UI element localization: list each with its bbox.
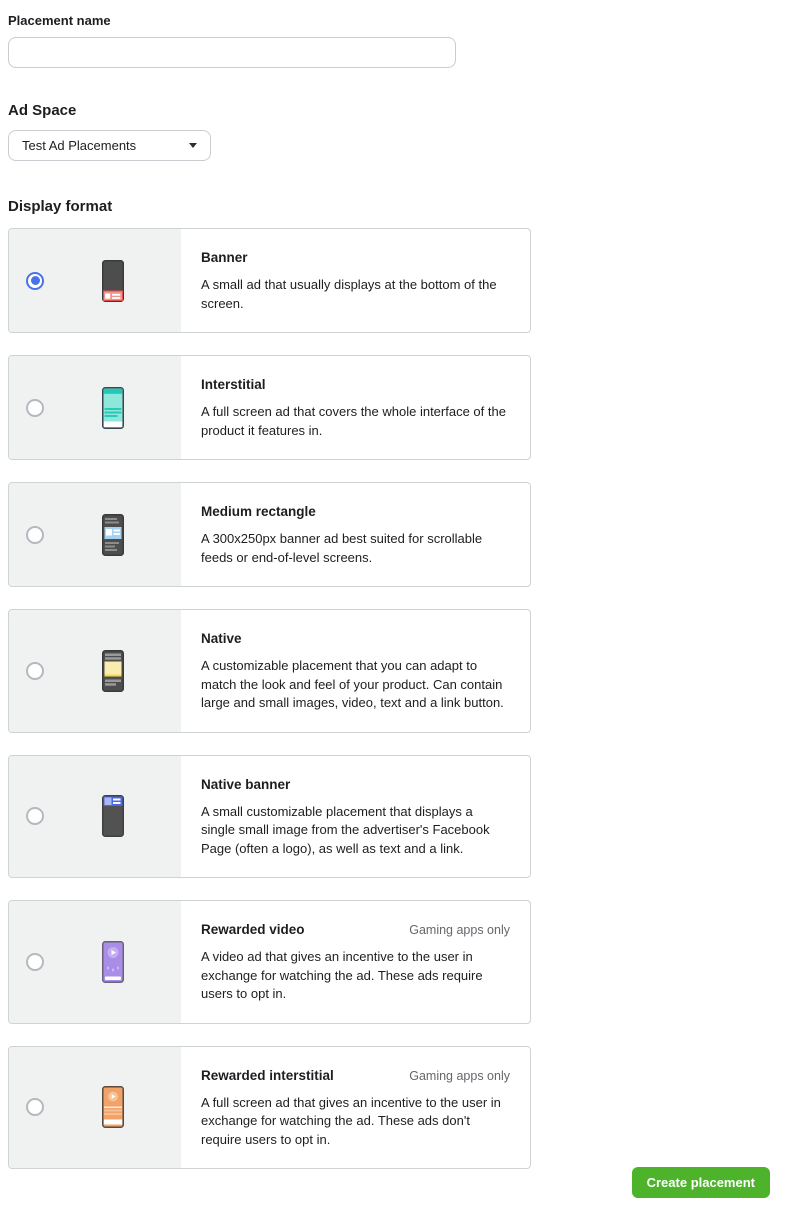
format-card-rewarded-video[interactable] [8,900,531,1024]
format-badge: Gaming apps only [409,1068,510,1083]
format-card-illustration-panel [9,1047,181,1169]
format-description: A small customizable placement that displays a single small image from the advertiser's Facebook Page (often a logo), as well as text and a link. [201,803,490,856]
medium-rectangle-phone-icon [102,514,124,556]
format-description: A small ad that usually displays at the bottom of the screen. [201,277,497,311]
format-radio[interactable] [26,272,44,290]
format-description: A video ad that gives an incentive to the user in exchange for watching the ad. These ads require users to opt in. [201,949,483,1001]
placement-name-input[interactable] [8,37,456,68]
format-title: Rewarded interstitial [201,1067,334,1083]
format-card-text-panel [181,1047,530,1169]
format-card-list [8,228,793,1169]
format-card-illustration-panel [9,610,181,732]
format-description: A full screen ad that gives an incentive to the user in exchange for watching the ad. These ads don't require users to opt in. [201,1094,501,1147]
format-card-illustration-panel [9,483,181,586]
format-card-illustration-panel [9,229,181,332]
format-radio[interactable] [26,1098,44,1116]
ad-space-dropdown[interactable] [8,130,211,161]
format-title: Banner [201,250,248,265]
format-badge: Gaming apps only [409,923,510,937]
format-title: Rewarded video [201,922,305,937]
format-card-illustration-panel [9,756,181,878]
format-card-interstitial[interactable] [8,355,531,460]
format-card-illustration-panel [9,901,181,1023]
format-card-text-panel [181,229,530,332]
interstitial-phone-icon [102,387,124,429]
format-title: Native banner [201,776,291,792]
format-description: A full screen ad that covers the whole interface of the product it features in. [201,404,506,438]
chevron-down-icon [189,143,197,148]
format-card-text-panel [181,901,530,1023]
format-title: Native [201,631,242,646]
format-radio[interactable] [26,953,44,971]
display-format-label: Display format [8,198,113,215]
rewarded-interstitial-phone-icon [102,1086,124,1128]
format-card-text-panel [181,356,530,459]
format-card-text-panel [181,483,530,586]
format-radio[interactable] [26,526,44,544]
rewarded-video-phone-icon [102,941,124,983]
format-description: A 300x250px banner ad best suited for scrollable feeds or end-of-level screens. [201,531,483,565]
format-radio[interactable] [26,399,44,417]
format-card-rewarded-interstitial[interactable] [8,1046,531,1170]
format-description: A customizable placement that you can adapt to match the look and feel of your product. Can contain large and small images, video, text and a link button. [201,658,504,710]
format-card-illustration-panel [9,356,181,459]
format-card-text-panel [181,610,530,732]
format-card-native-banner[interactable] [8,755,531,879]
banner-phone-icon [102,260,124,302]
format-title: Interstitial [201,377,266,392]
format-card-text-panel [181,756,530,878]
format-radio[interactable] [26,807,44,825]
format-title: Medium rectangle [201,504,316,519]
placement-name-label: Placement name [8,13,111,28]
ad-space-label: Ad Space [8,102,77,119]
native-banner-phone-icon [102,795,124,837]
format-radio[interactable] [26,662,44,680]
create-placement-button[interactable]: Create placement [632,1167,770,1198]
format-card-medium-rectangle[interactable] [8,482,531,587]
ad-space-selected-value: Test Ad Placements [22,138,137,153]
format-card-native[interactable] [8,609,531,733]
native-phone-icon [102,650,124,692]
format-card-banner[interactable] [8,228,531,333]
